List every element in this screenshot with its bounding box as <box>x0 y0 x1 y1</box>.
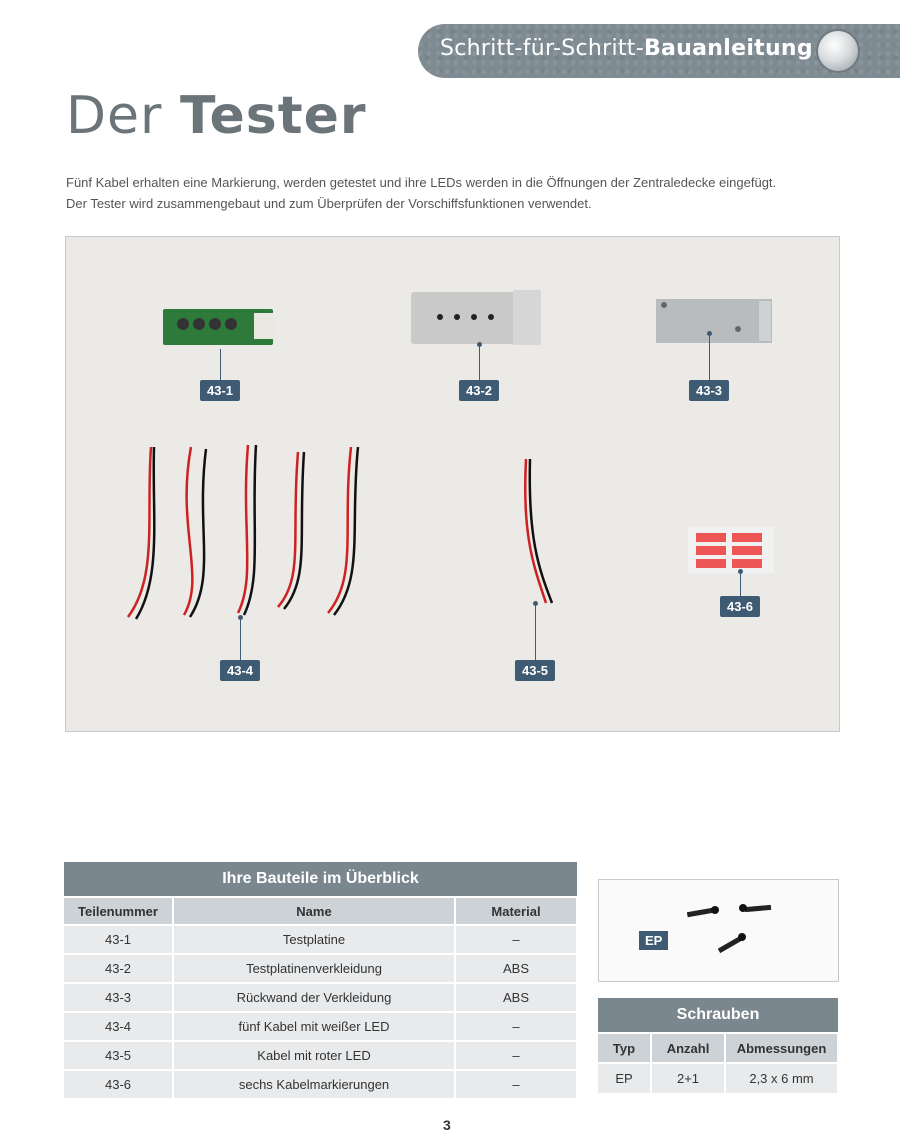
back-panel-image <box>656 299 772 343</box>
label-43-2: 43-2 <box>459 380 499 401</box>
cell-material: ABS <box>455 954 577 983</box>
cell-material: – <box>455 1070 577 1098</box>
table-row <box>64 1070 577 1098</box>
header-disc-icon <box>818 31 858 71</box>
cable-markers-image <box>688 527 774 573</box>
screws-table <box>598 998 839 1093</box>
cell-name: Rückwand der Verkleidung <box>173 983 455 1012</box>
screws-illustration <box>599 880 838 981</box>
cell-name: fünf Kabel mit weißer LED <box>173 1012 455 1041</box>
table-row <box>64 1012 577 1041</box>
cell-material: ABS <box>455 983 577 1012</box>
leader-line <box>535 603 536 661</box>
parts-table-title: Ihre Bauteile im Überblick <box>64 862 577 897</box>
section-header-text: Schritt-für-Schritt-Bauanleitung <box>440 36 813 61</box>
cell-part-number: 43-2 <box>64 954 173 983</box>
leader-line <box>240 617 241 661</box>
column-header-material: Material <box>455 897 577 925</box>
cell-type: EP <box>598 1063 651 1093</box>
white-led-cables-image <box>128 445 358 619</box>
screw-image <box>687 906 719 917</box>
label-43-6: 43-6 <box>720 596 760 617</box>
cell-dimensions: 2,3 x 6 mm <box>725 1063 838 1093</box>
screw-image <box>739 904 771 912</box>
intro-line-1: Fünf Kabel erhalten eine Markierung, werden getestet und ihre LEDs werden in die Öffnungen der Zentraledecke eingefügt. <box>66 175 777 190</box>
table-row <box>64 1041 577 1070</box>
page-number: 3 <box>443 1117 451 1133</box>
red-led-cable-image <box>525 459 552 603</box>
parts-photo-illustration <box>66 237 839 731</box>
label-43-3: 43-3 <box>689 380 729 401</box>
label-43-1: 43-1 <box>200 380 240 401</box>
cell-material: – <box>455 1041 577 1070</box>
circuit-board-image <box>163 309 274 345</box>
cell-part-number: 43-4 <box>64 1012 173 1041</box>
cell-quantity: 2+1 <box>651 1063 725 1093</box>
column-header-dimensions: Abmessungen <box>725 1033 838 1063</box>
cell-part-number: 43-3 <box>64 983 173 1012</box>
parts-table <box>64 862 578 1098</box>
screw-image <box>718 933 746 953</box>
leader-line <box>709 333 710 383</box>
column-header-name: Name <box>173 897 455 925</box>
leader-line <box>479 344 480 384</box>
screw-type-badge: EP <box>639 931 668 950</box>
screws-photo <box>598 879 839 982</box>
column-header-quantity: Anzahl <box>651 1033 725 1063</box>
label-43-5: 43-5 <box>515 660 555 681</box>
cell-name: Kabel mit roter LED <box>173 1041 455 1070</box>
intro-text <box>66 172 856 214</box>
leader-line <box>740 571 741 597</box>
parts-photo <box>65 236 840 732</box>
cell-name: Testplatinenverkleidung <box>173 954 455 983</box>
table-row <box>598 1063 838 1093</box>
board-cover-image <box>411 290 541 345</box>
label-43-4: 43-4 <box>220 660 260 681</box>
screws-table-title: Schrauben <box>598 998 838 1033</box>
cell-part-number: 43-6 <box>64 1070 173 1098</box>
table-row <box>64 925 577 954</box>
table-row <box>64 954 577 983</box>
cell-name: sechs Kabelmarkierungen <box>173 1070 455 1098</box>
cell-name: Testplatine <box>173 925 455 954</box>
page-title: Der Tester <box>66 86 367 146</box>
cell-material: – <box>455 1012 577 1041</box>
cell-material: – <box>455 925 577 954</box>
column-header-type: Typ <box>598 1033 651 1063</box>
intro-line-2: Der Tester wird zusammengebaut und zum Überprüfen der Vorschiffsfunktionen verwendet. <box>66 196 592 211</box>
column-header-part-number: Teilenummer <box>64 897 173 925</box>
cell-part-number: 43-1 <box>64 925 173 954</box>
cell-part-number: 43-5 <box>64 1041 173 1070</box>
table-row <box>64 983 577 1012</box>
